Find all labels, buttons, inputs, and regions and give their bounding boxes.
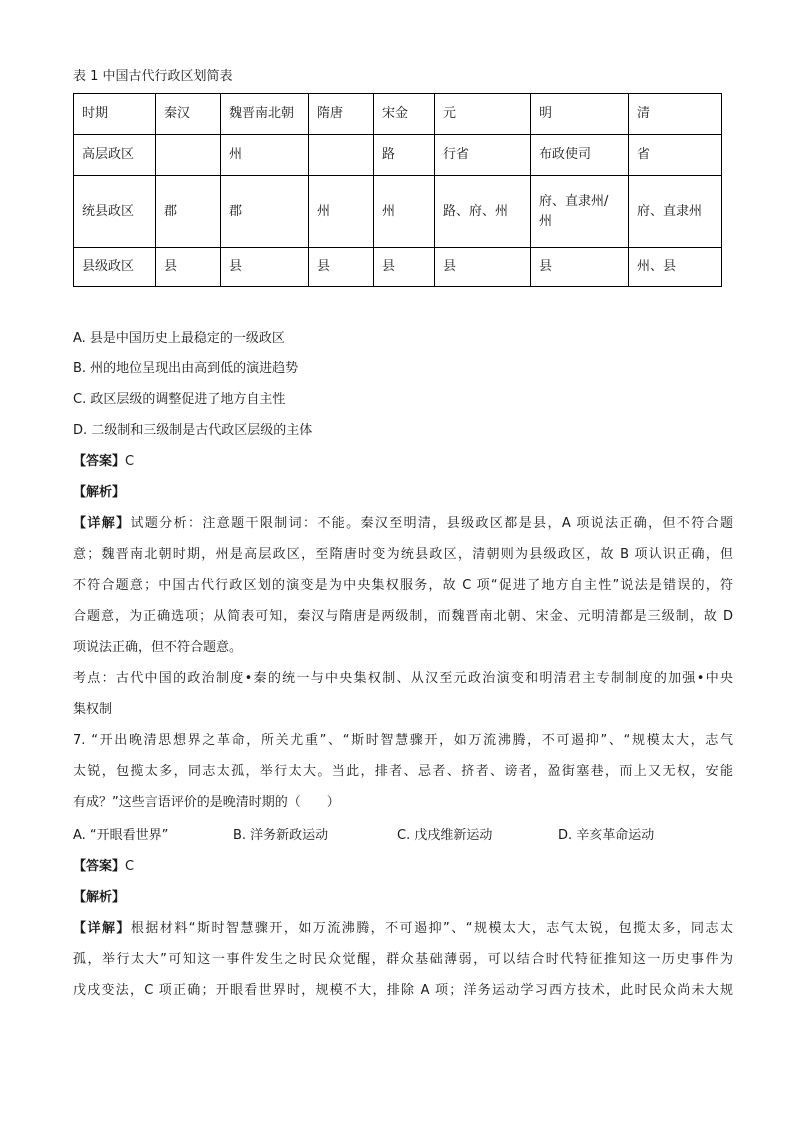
table-cell <box>309 135 374 176</box>
q7-option-b: B. 洋务新政运动 <box>233 828 329 843</box>
table-cell: 行省 <box>435 135 531 176</box>
q7-answer <box>73 857 733 877</box>
q7-detail-line: 戊戌变法，C 项正确；开眼看世界时，规模不大，排除 A 项；洋务运动学习西方技术，此时民众尚未大规 <box>73 983 733 998</box>
q7-analysis-label: 【解析】 <box>73 890 126 905</box>
q6-detail-line <box>73 514 733 534</box>
table-cell: 州 <box>374 176 435 248</box>
q7-options <box>73 826 733 846</box>
admin-division-table <box>73 93 722 287</box>
table-cell: 府、直隶州 <box>629 176 722 248</box>
table-cell: 路 <box>374 135 435 176</box>
q6-option-c: C. 政区层级的调整促进了地方自主性 <box>73 392 286 407</box>
table-cell: 魏晋南北朝 <box>221 94 309 135</box>
q6-option-a: A. 县是中国历史上最稳定的一级政区 <box>73 331 285 346</box>
q6-detail-line: 合题意，为正确选项；从简表可知，秦汉与隋唐是两级制，而魏晋南北朝、宋金、元明清都是三级制，故 D <box>73 609 733 624</box>
table-row <box>74 135 722 176</box>
table-cell: 府、直隶州/州 <box>531 176 629 248</box>
table-cell: 隋唐 <box>309 94 374 135</box>
table-row <box>74 248 722 287</box>
table-cell: 元 <box>435 94 531 135</box>
q7-stem-line: 7. “开出晚清思想界之革命，所关尤重”、“斯时智慧骤开，如万流沸腾，不可遏抑”、“规模太大，志气 <box>73 733 733 748</box>
table-cell: 县 <box>156 248 221 287</box>
table-cell: 郡 <box>156 176 221 248</box>
table-cell: 省 <box>629 135 722 176</box>
q6-option-d: D. 二级制和三级制是古代政区层级的主体 <box>73 423 313 438</box>
table-cell: 县 <box>531 248 629 287</box>
q7-detail-line: 孤，举行太大”可知这一事件发生之时民众觉醒，群众基础薄弱，可以结合时代特征推知这一历史事件为 <box>73 952 733 967</box>
answer-label: 【答案】 <box>73 454 126 469</box>
q6-detail-line: 意；魏晋南北朝时期，州是高层政区，至隋唐时变为统县政区，清朝则为县级政区，故 B 项认识正确，但 <box>73 547 733 562</box>
table-cell: 县 <box>221 248 309 287</box>
q6-detail-line: 项说法正确，但不符合题意。 <box>73 640 243 655</box>
table-cell: 县 <box>309 248 374 287</box>
table-cell: 统县政区 <box>74 176 156 248</box>
table-row-header <box>74 94 722 135</box>
detail-label: 【详解】 <box>73 516 131 531</box>
q7-option-d: D. 辛亥革命运动 <box>558 828 655 843</box>
table-cell: 布政使司 <box>531 135 629 176</box>
q6-analysis-label: 【解析】 <box>73 485 126 500</box>
table-cell: 县 <box>435 248 531 287</box>
detail-text: 根据材料“斯时智慧骤开，如万流沸腾，不可遏抑”、“规模太大，志气太锐，包揽太多，同志太 <box>130 921 733 936</box>
table-cell: 时期 <box>74 94 156 135</box>
answer-value: C <box>125 859 135 874</box>
answer-label: 【答案】 <box>73 859 126 874</box>
table-cell: 宋金 <box>374 94 435 135</box>
q6-kaodian-line: 考点：古代中国的政治制度•秦的统一与中央集权制、从汉至元政治演变和明清君主专制制度的加强•中央 <box>73 671 733 686</box>
table-cell: 明 <box>531 94 629 135</box>
q7-option-c: C. 戊戌维新运动 <box>397 828 493 843</box>
q7-stem-line: 太锐，包揽太多，同志太孤，举行太大。当此，排者、忌者、挤者、谤者，盈街塞巷，而上又无权，安能 <box>73 764 733 779</box>
table-cell: 县级政区 <box>74 248 156 287</box>
q7-stem-line: 有成？”这些言语评价的是晚清时期的（ ） <box>73 795 340 810</box>
q6-option-b: B. 州的地位呈现出由高到低的演进趋势 <box>73 361 299 376</box>
table-cell: 秦汉 <box>156 94 221 135</box>
table-cell: 州 <box>309 176 374 248</box>
table-cell: 高层政区 <box>74 135 156 176</box>
table-cell: 路、府、州 <box>435 176 531 248</box>
answer-value: C <box>125 454 135 469</box>
q6-kaodian-line: 集权制 <box>73 702 113 717</box>
table-cell: 州、县 <box>629 248 722 287</box>
table-cell: 县 <box>374 248 435 287</box>
detail-label: 【详解】 <box>73 921 131 936</box>
q7-option-a: A. “开眼看世界” <box>73 828 169 843</box>
table-cell: 清 <box>629 94 722 135</box>
table-cell: 郡 <box>221 176 309 248</box>
q6-answer <box>73 452 733 472</box>
table-caption: 表 1 中国古代行政区划简表 <box>73 69 233 84</box>
table-row <box>74 176 722 248</box>
table-cell <box>156 135 221 176</box>
detail-text: 试题分析：注意题干限制词：不能。秦汉至明清，县级政区都是县，A 项说法正确，但不符合题 <box>130 516 733 531</box>
q7-detail-line <box>73 919 733 939</box>
q6-detail-line: 不符合题意；中国古代行政区划的演变是为中央集权服务，故 C 项“促进了地方自主性”说法是错误的，符 <box>73 578 733 593</box>
table-cell: 州 <box>221 135 309 176</box>
